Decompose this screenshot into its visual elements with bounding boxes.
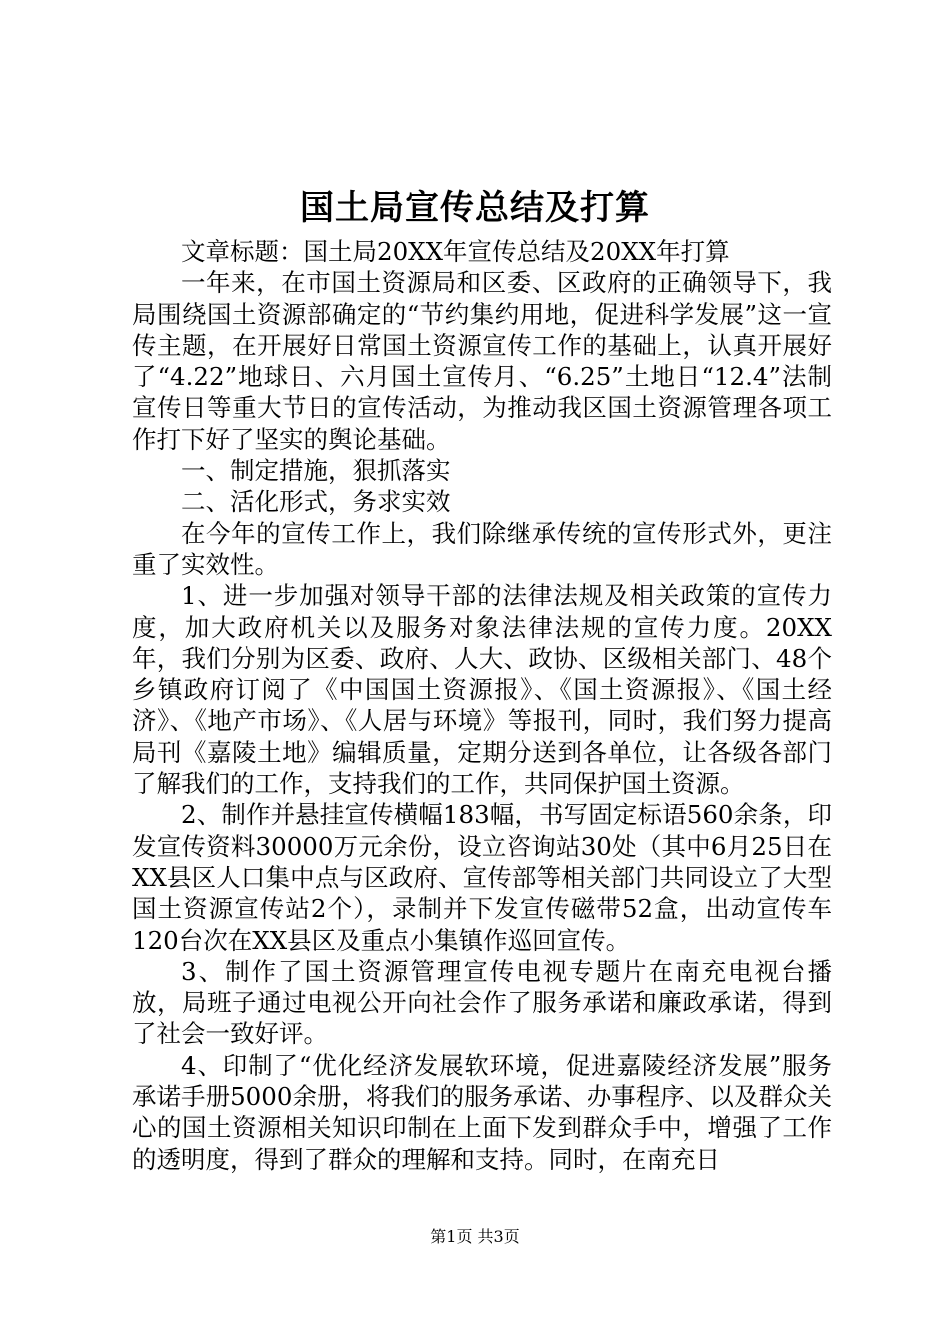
section-heading-1: 一、制定措施，狠抓落实 bbox=[181, 456, 451, 486]
document-title: 国土局宣传总结及打算 bbox=[300, 188, 650, 228]
intro-paragraph: 一年来，在市国土资源局和区委、区政府的正确领导下，我局围绕国土资源部确定的“节约集约用地，促进科学发展”这一宣传主题，在开展好日常国土资源宣传工作的基础上，认真开展好了“4.22”地球日、六月国土宣传月、“6.25”土地日“12.4”法制宣传日等重大节日的宣传活动，为推动我区国土资源管理各项工作打下好了坚实的舆论基础。 bbox=[132, 268, 832, 454]
body-paragraph: 在今年的宣传工作上，我们除继承传统的宣传形式外，更注重了实效性。 bbox=[132, 518, 832, 579]
list-item-1: 1、进一步加强对领导干部的法律法规及相关政策的宣传力度，加大政府机关以及服务对象法律法规的宣传力度。20XX年，我们分别为区委、政府、人大、政协、区级相关部门、48个乡镇政府订阅了《中国国土资源报》、《国土资源报》、《国土经济》、《地产市场》、《人居与环境》等报刊，同时，我们努力提高局刊《嘉陵土地》编辑质量，定期分送到各单位，让各级各部门了解我们的工作，支持我们的工作，共同保护国土资源。 bbox=[132, 581, 832, 799]
article-heading-paragraph: 文章标题：国土局20XX年宣传总结及20XX年打算 bbox=[181, 237, 730, 266]
list-item-4: 4、印制了“优化经济发展软环境，促进嘉陵经济发展”服务承诺手册5000余册，将我们的服务承诺、办事程序、以及群众关心的国土资源相关知识印制在上面下发到群众手中，增强了工作的透明度，得到了群众的理解和支持。同时，在南充日 bbox=[132, 1050, 832, 1174]
document-body bbox=[132, 236, 832, 1175]
list-item-2: 2、制作并悬挂宣传横幅183幅，书写固定标语560余条，印发宣传资料30000万元余份，设立咨询站30处（其中6月25日在XX县区人口集中点与区政府、宣传部等相关部门共同设立了大型国土资源宣传站2个），录制并下发宣传磁带52盒，出动宣传车120台次在XX县区及重点小集镇作巡回宣传。 bbox=[132, 800, 832, 955]
section-heading-2: 二、活化形式，务求实效 bbox=[181, 487, 451, 517]
page-number-footer: 第1页 共3页 bbox=[430, 1227, 520, 1246]
list-item-3: 3、制作了国土资源管理宣传电视专题片在南充电视台播放，局班子通过电视公开向社会作了服务承诺和廉政承诺，得到了社会一致好评。 bbox=[132, 956, 832, 1049]
